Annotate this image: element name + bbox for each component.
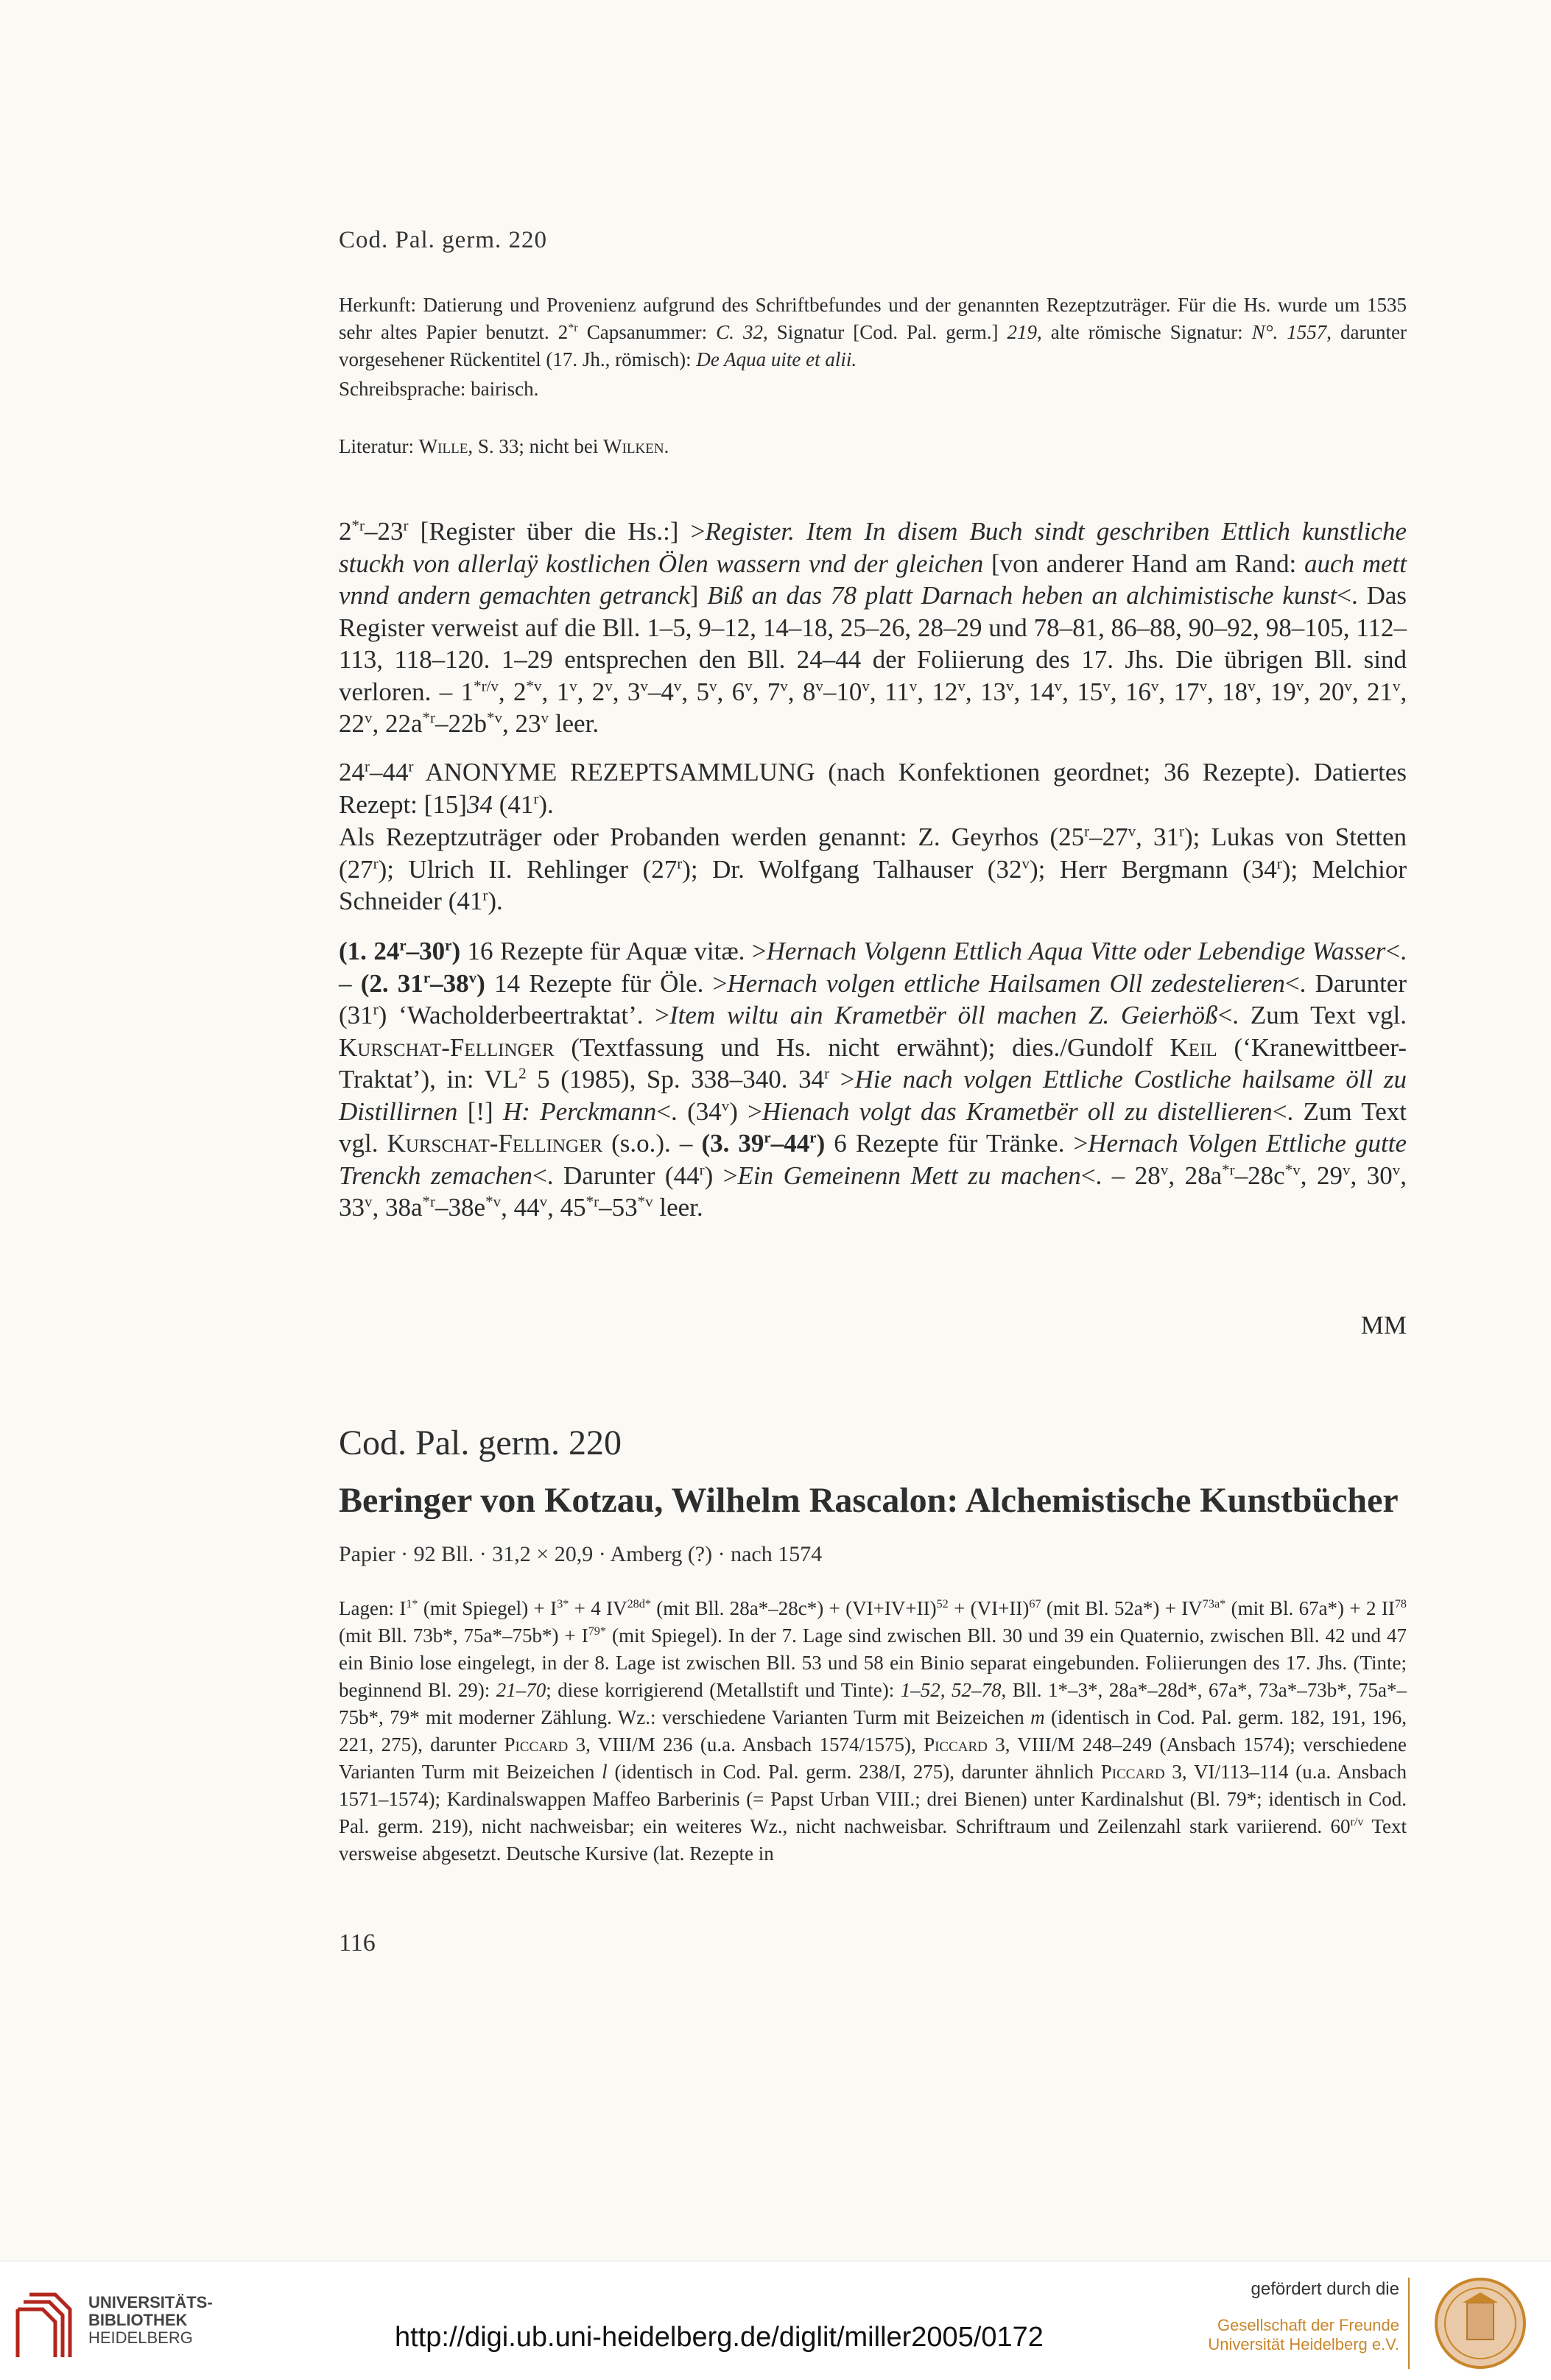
library-name: UNIVERSITÄTS- BIBLIOTHEK HEIDELBERG xyxy=(88,2293,213,2347)
author-initials: MM xyxy=(1360,1311,1407,1339)
source-url-link[interactable]: http://digi.ub.uni-heidelberg.de/diglit/miller2005/0172 xyxy=(395,2322,1044,2353)
entry2-title: Beringer von Kotzau, Wilhelm Rascalon: Alchemistische Kunstbücher xyxy=(339,1481,1399,1520)
university-seal-icon xyxy=(1429,2276,1532,2370)
rezeptzutraeger-paragraph: Als Rezeptzuträger oder Probanden werden genannt: Z. Geyrhos (25$^r$–27$^v$, 31$^r$); Lukas von Stetten (27$^r$); Ulrich II. Rehlinger (27$^r$); Dr. Wolfgang Talhauser (32$^v$); Herr Bergmann (34$^r$); Melchior Schneider (41$^r$). xyxy=(339,822,1407,915)
herkunft-paragraph: Herkunft: Datierung und Provenienz aufgrund des Schriftbefundes und der genannten Rezeptzuträger. Für die Hs. wurde um 1535 sehr altes Papier benutzt. 2$^{*r}$ Capsanummer: C. 32, Signatur [Cod. Pal. germ.] 219, alte römische Signatur: N°. 1557, darunter vorgesehener Rückentitel (17. Jh., römisch): De Aqua uite et alii. xyxy=(339,294,1407,370)
rezeptsammlung-paragraph: 24$^r$–44$^r$ ANONYME REZEPTSAMMLUNG (nach Konfektionen geordnet; 36 Rezepte). Datiertes Rezept: [15]34 (41$^r$). xyxy=(339,757,1407,819)
sponsor-name: Gesellschaft der Freunde Universität Heidelberg e.V. xyxy=(1208,2316,1399,2353)
sponsor-caption: gefördert durch die xyxy=(1251,2279,1399,2299)
ub-logo-icon xyxy=(15,2284,81,2365)
register-paragraph: 2$^{*r}$–23$^r$ [Register über die Hs.:] >Register. Item In disem Buch sindt geschriben Ettlich kunstliche stuckh von allerlaÿ kostlichen Ölen wassern vnd der gleichen [von anderer Hand am Rand: auch mett vnnd andern gemachten getranck] Biß an das 78 platt Darnach heben an alchimistische kunst<. Das Register verweist auf die Bll. 1–5, 9–12, 14–18, 25–26, 28–29 und 78–81, 86–88, 90–92, 98–105, 112–113, 118–120. 1–29 entsprechen den Bll. 24–44 der Foliierung des 17. Jhs. Die übrigen Bll. sind verloren. – $1^{*r/v}$, 2$^{*v}$, 1$^v$, 2$^v$, 3$^v$–4$^v$, 5$^v$, 6$^v$, 7$^v$, 8$^v$–10$^v$, 11$^v$, 12$^v$, 13$^v$, 14$^v$, 15$^v$, 16$^v$, 17$^v$, 18$^v$, 19$^v$, 20$^v$, 21$^v$, 22$^v$, $22a^{*r}-22b^{*v}$, 23$^v$ leer. xyxy=(339,516,1407,738)
page-number: 116 xyxy=(339,1929,376,1957)
entry2-header: Cod. Pal. germ. 220 xyxy=(339,1423,622,1462)
schreibsprache-line: Schreibsprache: bairisch. xyxy=(339,378,539,400)
entry-header: Cod. Pal. germ. 220 xyxy=(339,227,547,253)
rezepte-paragraph: (1. 24$^r$–30$^r$) 16 Rezepte für Aquæ vitæ. >Hernach Volgenn Ettlich Aqua Vitte oder Lebendige Wasser<. – (2. 31$^r$–38$^v$) 14 Rezepte für Öle. >Hernach volgen ettliche Hailsamen Oll zedestelieren<. Darunter (31$^r$) ‘Wacholderbeertraktat’. >Item wiltu ain Krametbër öll machen Z. Geierhöß<. Zum Text vgl. Kurschat-Fellinger (Textfassung und Hs. nicht erwähnt); dies./Gundolf Keil (‘Kranewittbeer-Traktat’), in: $VL^2$ 5 (1985), Sp. 338–340. $34^r >Hie$ nach volgen Ettliche Costliche hailsame öll zu Distillirnen [!] H: Perckmann<. $(34^v)$ >Hienach volgt das Krametbër oll zu distellieren<. Zum Text vgl. Kurschat-Fellinger (s.o.). – (3. 39$^r$–44$^r$) 6 Rezepte für Tränke. >Hernach Volgen Ettliche gutte Trenckh zemachen<. Darunter $(44^r) >Ein$ Gemeinenn Mett zu machen<. – 28$^v$, $28a^{*r}-28c^{*v}$, 29$^v$, 30$^v$, 33$^v$, $38a^{*r}-38e^{*v}$, 44$^v$, 45$^{*r}$–53$^{*v}$ leer. xyxy=(339,936,1407,1222)
footer-divider xyxy=(1408,2278,1410,2369)
literatur-line: Literatur: Wille, S. 33; nicht bei Wilken. xyxy=(339,435,669,457)
lagen-paragraph: Lagen: $I^{1*}$ (mit Spiegel) + $I^{3*} + 4$ $IV^{28d*}$ (mit Bll. $28a*-28c*) + (VI+IV+II)^{52} + (VI+II)^{67}$ (mit Bl. $52a*) + IV^{73a*}$ (mit Bl. 67a*) + 2 II$^{78}$ (mit Bll. 73b*, $75a*-75b*) + I^{79*}$ (mit Spiegel). In der 7. Lage sind zwischen Bll. 30 und 39 ein Quaternio, zwischen Bll. 42 und 47 ein Binio lose eingelegt, in der 8. Lage ist zwischen Bll. 53 und 58 ein Binio separat eingebunden. Foliierungen des 17. Jhs. (Tinte; beginnend Bl. 29): 21–70; diese korrigierend (Metallstift und Tinte): 1–52, 52–78, Bll. 1*–3*, 28a*–28d*, 67a*, 73a*–73b*, 75a*–75b*, 79* mit moderner Zählung. Wz.: verschiedene Varianten Turm mit Beizeichen m (identisch in Cod. Pal. germ. 182, 191, 196, 221, 275), darunter Piccard 3, VIII/M 236 (u.a. Ansbach 1574/1575), Piccard 3, VIII/M 248–249 (Ansbach 1574); verschiedene Varianten Turm mit Beizeichen l (identisch in Cod. Pal. germ. 238/I, 275), darunter ähnlich Piccard 3, VI/113–114 (u.a. Ansbach 1571–1574); Kardinalswappen Maffeo Barberinis (= Papst Urban VIII.; drei Bienen) unter Kardinalshut (Bl. 79*; identisch in Cod. Pal. germ. 219), nicht nachweisbar; ein weiteres Wz., nicht nachweisbar. Schriftraum und Zeilenzahl stark variierend. $60^{r/v}$ Text versweise abgesetzt. Deutsche Kursive (lat. Rezepte in xyxy=(339,1597,1407,1865)
entry2-meta: Papier · 92 Bll. · 31,2 × 20,9 · Amberg (?) · nach 1574 xyxy=(339,1542,823,1566)
footer-bar xyxy=(0,2261,1551,2380)
